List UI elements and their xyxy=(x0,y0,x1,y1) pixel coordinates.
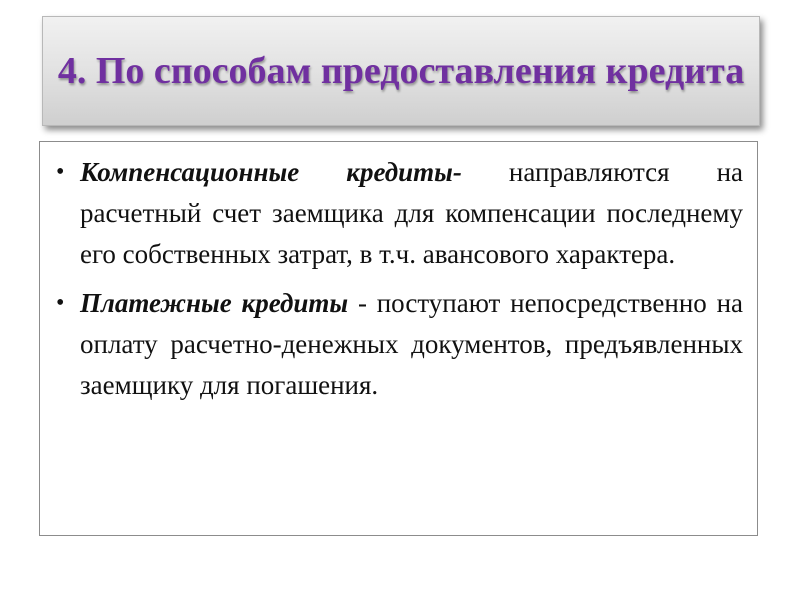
title-banner xyxy=(42,16,760,126)
bullet-icon: • xyxy=(56,159,65,185)
bullet-term: Платежные кредиты xyxy=(80,288,349,318)
list-item xyxy=(54,283,743,406)
bullet-text: направляются на расчетный счет заемщика для компенсации последнему его собственных затрат, в т.ч. авансового характера. xyxy=(80,157,744,269)
bullet-term: Компенсационные кредиты- xyxy=(80,157,462,187)
list-item xyxy=(54,152,743,275)
bullet-list xyxy=(40,142,757,406)
content-panel xyxy=(39,141,758,536)
page-title: 4. По способам предоставления кредита xyxy=(57,50,745,92)
bullet-text: - поступают непосредственно на оплату расчетно-денежных документов, предъявленных заемщику для погашения. xyxy=(80,288,744,400)
bullet-icon: • xyxy=(56,290,65,316)
